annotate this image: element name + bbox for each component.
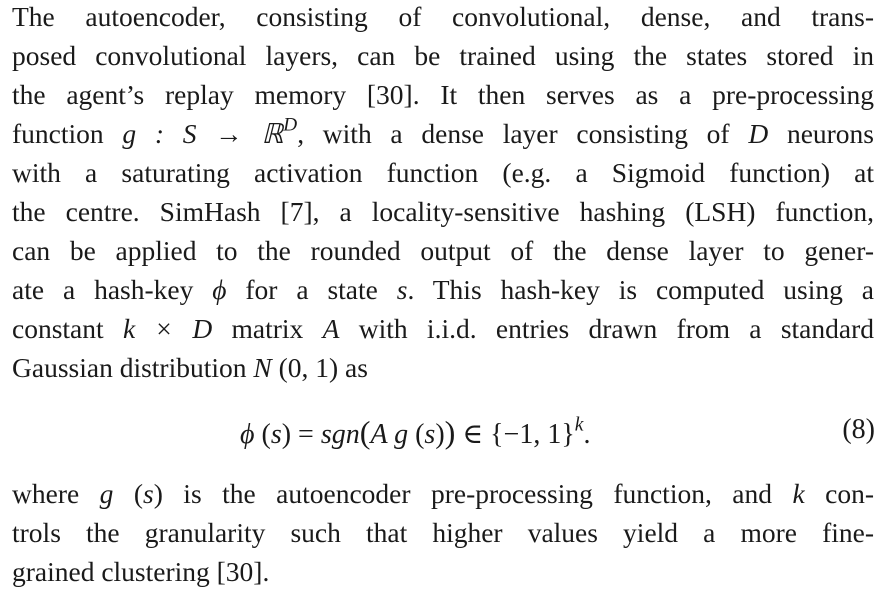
text-line: trols the granularity such that higher values yield a more fine- <box>12 517 874 548</box>
text-line: constant k × D matrix A with i.i.d. entries drawn from a standard <box>12 313 874 344</box>
text-line: Gaussian distribution N (0, 1) as <box>12 352 368 383</box>
text-line: function g : S → ℝ$^D$, with a dense layer consisting of D neurons <box>12 114 875 149</box>
text-line: where g (s) is the autoencoder pre-processing function, and k con- <box>12 478 874 509</box>
paragraph-granularity <box>12 474 874 591</box>
paragraph-autoencoder <box>12 0 874 387</box>
text-line: The autoencoder, consisting of convolutional, dense, and trans- <box>12 1 874 32</box>
text-line: ate a hash-key ϕ for a state s. This hash-key is computed using a <box>12 274 875 305</box>
text-line: posed convolutional layers, can be trained using the states stored in <box>12 40 874 71</box>
text-line: the centre. SimHash [7], a locality-sensitive hashing (LSH) function, <box>12 196 874 227</box>
text-line: the agent’s replay memory [30]. It then serves as a pre-processing <box>12 79 874 110</box>
text-line: with a saturating activation function (e.g. a Sigmoid function) at <box>12 157 874 188</box>
equation-8 <box>0 410 875 454</box>
equation-body: ϕ (s) = sgn(A g (s)) ∈ {−1, 1}$^k$. <box>240 414 591 450</box>
text-line: can be applied to the rounded output of the dense layer to gener- <box>12 235 874 266</box>
equation-number: (8) <box>842 414 875 445</box>
text-line: grained clustering [30]. <box>12 556 270 587</box>
